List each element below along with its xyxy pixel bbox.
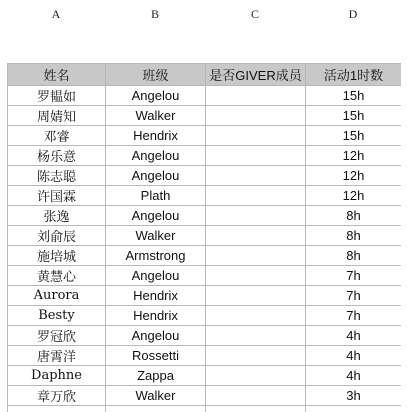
cell-giver[interactable] <box>206 186 306 206</box>
cell-hours[interactable]: 7h <box>306 266 402 286</box>
header-cell-giver[interactable]: 是否GIVER成员 <box>206 64 306 86</box>
cell-name[interactable]: Aurora <box>8 286 106 306</box>
cell-giver[interactable] <box>206 386 306 406</box>
cell-hours[interactable] <box>306 406 402 412</box>
table-row <box>8 166 402 186</box>
table-row <box>8 386 402 406</box>
table-row <box>8 206 402 226</box>
cell-name[interactable]: 章万欣 <box>8 386 106 406</box>
cell-class[interactable] <box>106 406 206 412</box>
cell-name[interactable]: 许国霖 <box>8 186 106 206</box>
cell-class[interactable]: Walker <box>106 226 206 246</box>
cell-giver[interactable] <box>206 226 306 246</box>
table-row <box>8 226 402 246</box>
table-row <box>8 106 402 126</box>
left-margin <box>0 28 7 412</box>
cell-class[interactable]: Plath <box>106 186 206 206</box>
cell-hours[interactable]: 8h <box>306 246 402 266</box>
cell-name[interactable]: 杨乐意 <box>8 146 106 166</box>
table-row <box>8 246 402 266</box>
table-row <box>8 326 402 346</box>
cell-hours[interactable]: 7h <box>306 306 402 326</box>
data-table <box>7 63 402 412</box>
cell-giver[interactable] <box>206 206 306 226</box>
cell-hours[interactable]: 4h <box>306 366 402 386</box>
cell-class[interactable]: Hendrix <box>106 306 206 326</box>
cell-giver[interactable] <box>206 246 306 266</box>
cell-hours[interactable]: 12h <box>306 186 402 206</box>
cell-name[interactable]: 施培城 <box>8 246 106 266</box>
cell-name[interactable]: 周婧知 <box>8 106 106 126</box>
cell-name[interactable]: 唐霄洋 <box>8 346 106 366</box>
cell-class[interactable]: Zappa <box>106 366 206 386</box>
empty-spacer-row[interactable] <box>7 28 401 63</box>
cell-hours[interactable]: 8h <box>306 206 402 226</box>
cell-giver[interactable] <box>206 86 306 106</box>
cell-class[interactable]: Angelou <box>106 166 206 186</box>
cell-class[interactable]: Walker <box>106 106 206 126</box>
cell-giver[interactable] <box>206 406 306 412</box>
cell-name[interactable]: 黄慧心 <box>8 266 106 286</box>
table-row <box>8 406 402 412</box>
cell-class[interactable]: Angelou <box>106 146 206 166</box>
cell-name[interactable] <box>8 406 106 412</box>
column-header-row <box>0 0 407 29</box>
header-cell-name[interactable]: 姓名 <box>8 64 106 86</box>
cell-hours[interactable]: 12h <box>306 146 402 166</box>
table-row <box>8 146 402 166</box>
cell-giver[interactable] <box>206 366 306 386</box>
table-row <box>8 86 402 106</box>
cell-giver[interactable] <box>206 286 306 306</box>
cell-hours[interactable]: 3h <box>306 386 402 406</box>
header-row <box>8 64 402 86</box>
table-row <box>8 286 402 306</box>
cell-giver[interactable] <box>206 266 306 286</box>
cell-name[interactable]: Daphne <box>8 366 106 386</box>
cell-hours[interactable]: 4h <box>306 326 402 346</box>
cell-class[interactable]: Hendrix <box>106 126 206 146</box>
cell-name[interactable]: 罗韫如 <box>8 86 106 106</box>
cell-hours[interactable]: 12h <box>306 166 402 186</box>
table-row <box>8 346 402 366</box>
cell-hours[interactable]: 7h <box>306 286 402 306</box>
cell-giver[interactable] <box>206 326 306 346</box>
cell-giver[interactable] <box>206 126 306 146</box>
table-row <box>8 306 402 326</box>
cell-hours[interactable]: 15h <box>306 106 402 126</box>
cell-giver[interactable] <box>206 106 306 126</box>
cell-hours[interactable]: 15h <box>306 86 402 106</box>
cell-class[interactable]: Walker <box>106 386 206 406</box>
table-body <box>8 86 402 412</box>
cell-giver[interactable] <box>206 346 306 366</box>
cell-name[interactable]: 陈志聪 <box>8 166 106 186</box>
cell-hours[interactable]: 15h <box>306 126 402 146</box>
table-row <box>8 366 402 386</box>
cell-hours[interactable]: 8h <box>306 226 402 246</box>
cell-name[interactable]: 邓睿 <box>8 126 106 146</box>
cell-name[interactable]: Besty <box>8 306 106 326</box>
cell-class[interactable]: Angelou <box>106 326 206 346</box>
column-header-a[interactable]: A <box>51 7 61 21</box>
cell-name[interactable]: 刘俞辰 <box>8 226 106 246</box>
cell-name[interactable]: 张逸 <box>8 206 106 226</box>
right-margin <box>401 28 407 412</box>
cell-class[interactable]: Angelou <box>106 206 206 226</box>
cell-class[interactable]: Hendrix <box>106 286 206 306</box>
cell-giver[interactable] <box>206 166 306 186</box>
cell-class[interactable]: Armstrong <box>106 246 206 266</box>
table-row <box>8 266 402 286</box>
cell-class[interactable]: Angelou <box>106 266 206 286</box>
cell-hours[interactable]: 4h <box>306 346 402 366</box>
cell-giver[interactable] <box>206 306 306 326</box>
cell-class[interactable]: Angelou <box>106 86 206 106</box>
column-header-b[interactable]: B <box>150 7 159 21</box>
column-header-d[interactable]: D <box>348 7 358 21</box>
table-row <box>8 126 402 146</box>
table-row <box>8 186 402 206</box>
cell-giver[interactable] <box>206 146 306 166</box>
cell-class[interactable]: Rossetti <box>106 346 206 366</box>
cell-name[interactable]: 罗冠欣 <box>8 326 106 346</box>
header-cell-class[interactable]: 班级 <box>106 64 206 86</box>
column-header-c[interactable]: C <box>250 7 259 21</box>
header-cell-hours[interactable]: 活动1时数 <box>306 64 402 86</box>
